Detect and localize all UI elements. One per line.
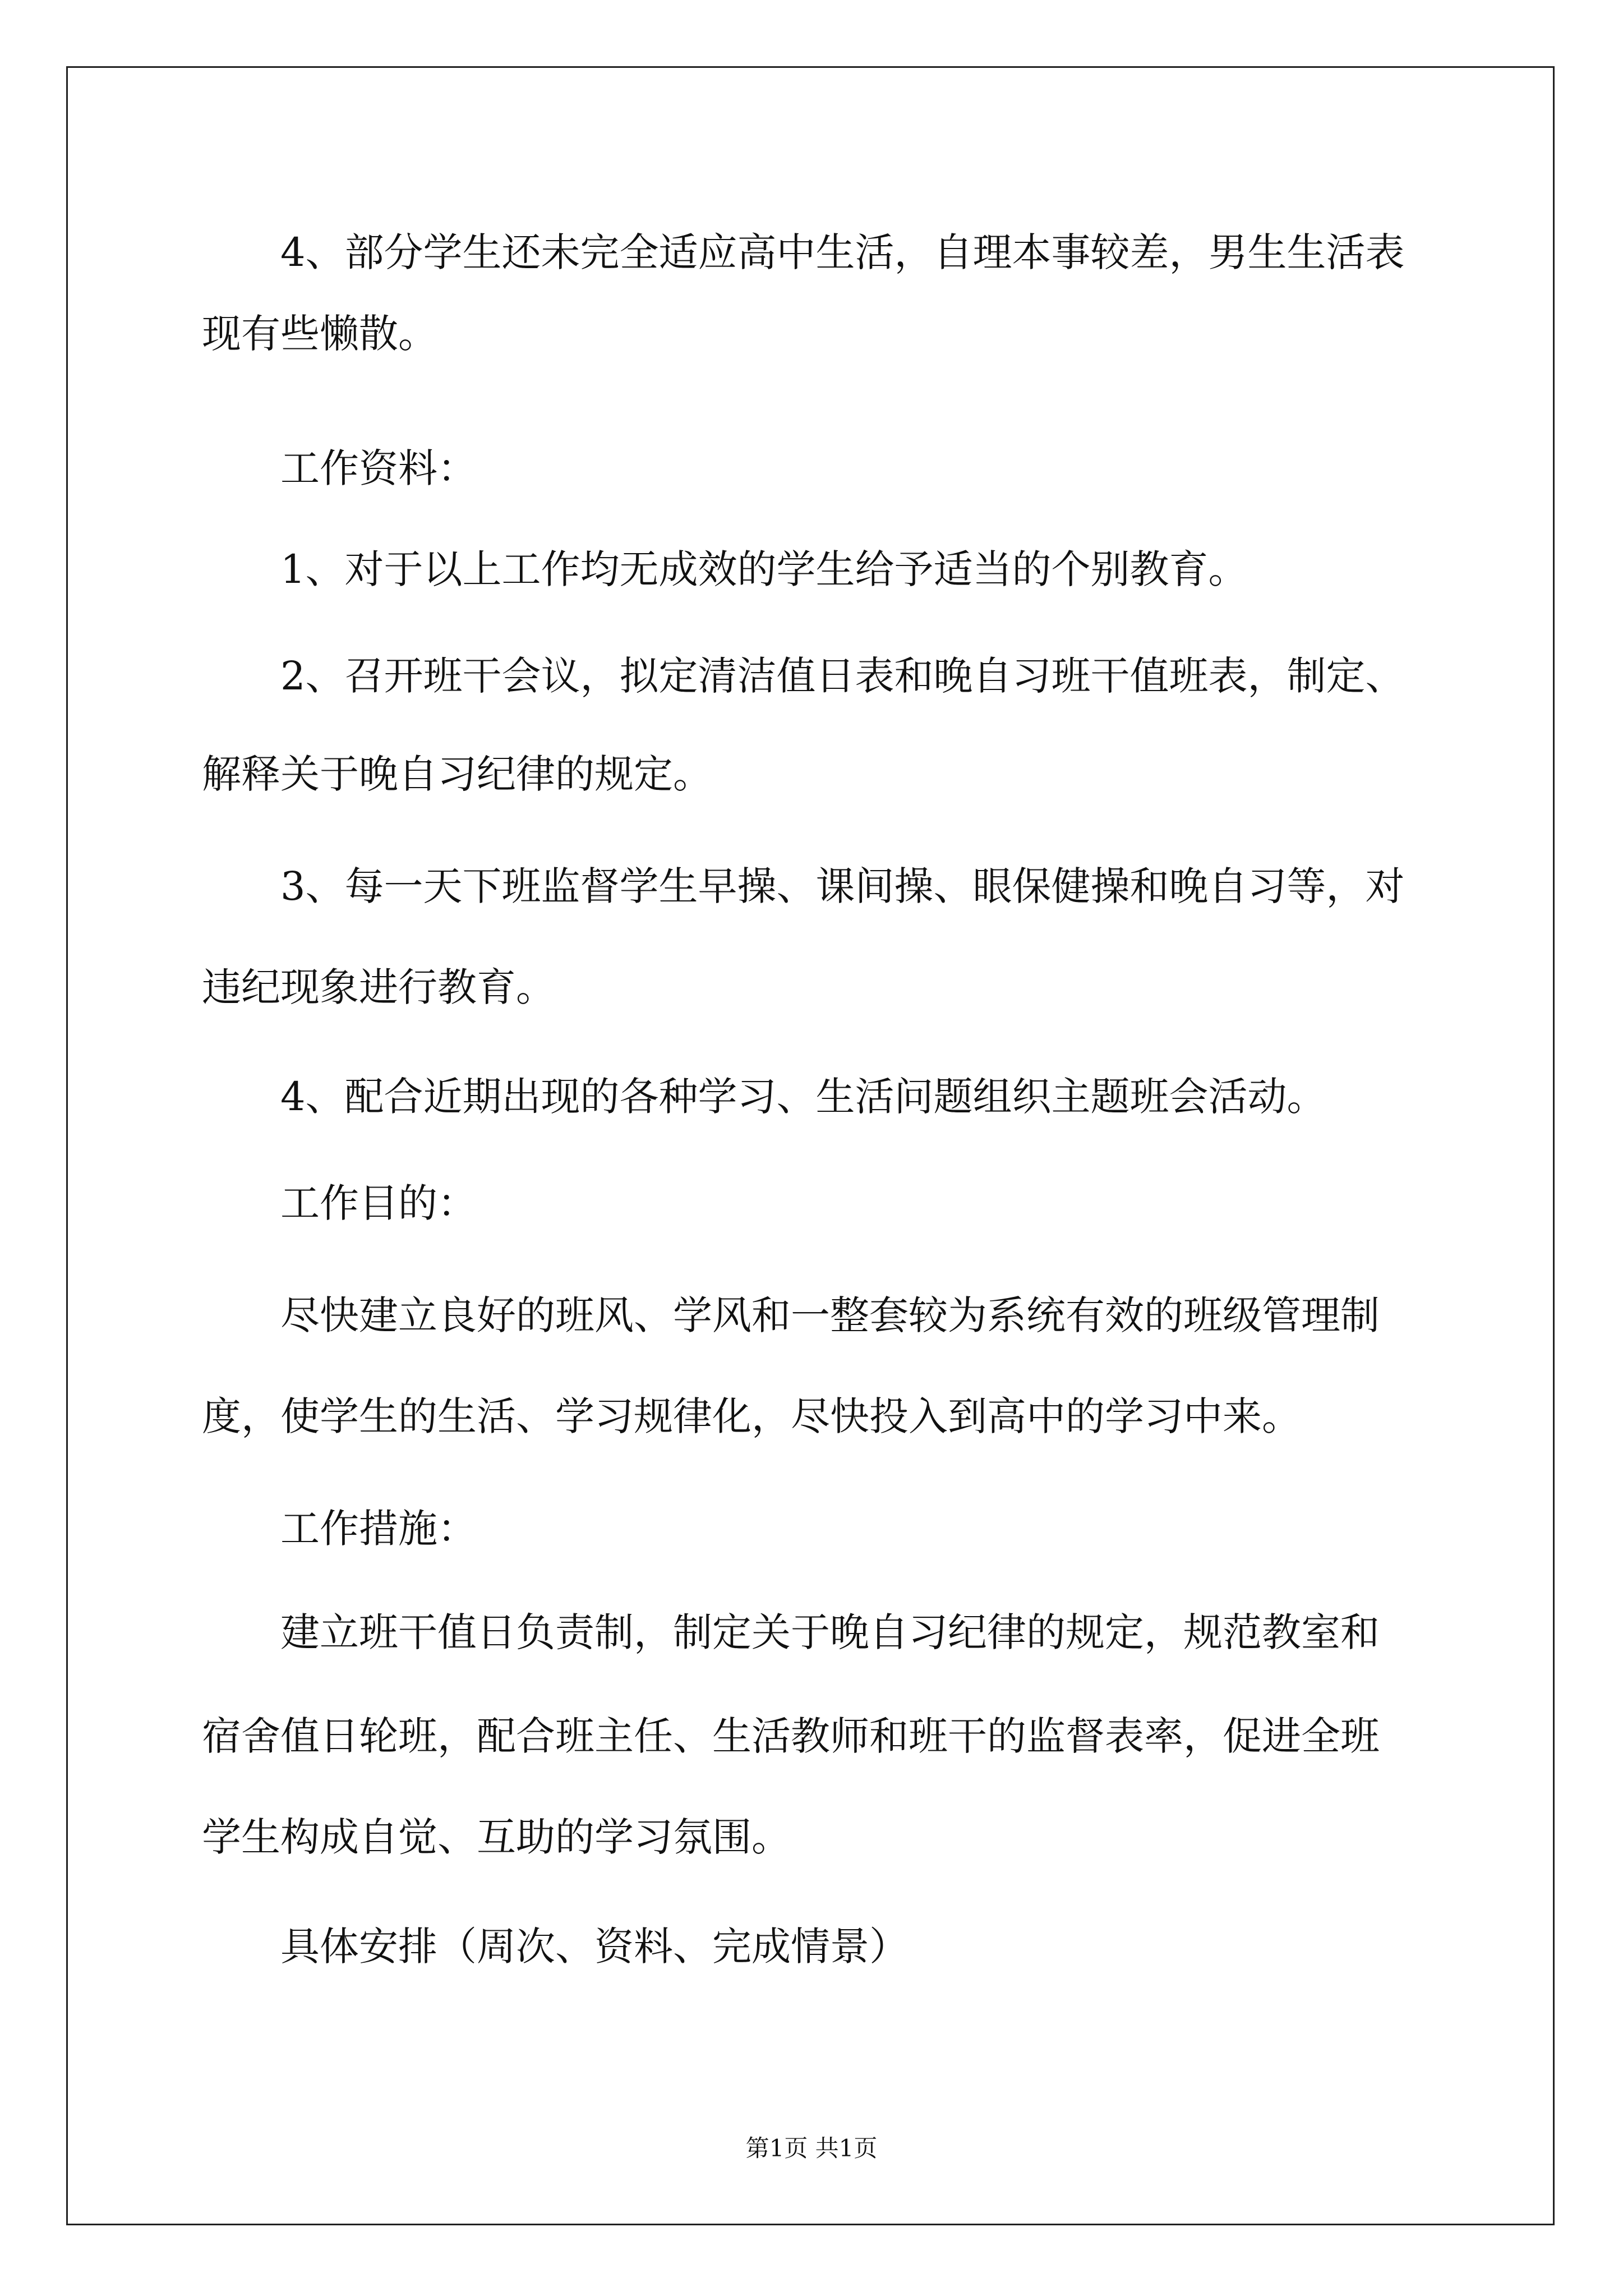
section-heading-work-goal: 工作目的：	[280, 1180, 477, 1226]
paragraph-line: 2、召开班干会议，拟定清洁值日表和晚自习班干值班表，制定、	[280, 653, 1405, 699]
paragraph-line: 度，使学生的生活、学习规律化，尽快投入到高中的学习中来。	[202, 1393, 1301, 1439]
page-border	[66, 66, 1555, 2225]
section-heading-schedule: 具体安排（周次、资料、完成情景）	[280, 1924, 909, 1970]
section-heading-work-content: 工作资料：	[280, 445, 477, 491]
paragraph-line: 宿舍值日轮班，配合班主任、生活教师和班干的监督表率，促进全班	[202, 1713, 1380, 1759]
paragraph-line: 违纪现象进行教育。	[202, 964, 555, 1010]
section-heading-work-measures: 工作措施：	[280, 1506, 477, 1552]
page-footer: 第1页 共1页	[745, 2134, 878, 2162]
paragraph-line: 学生构成自觉、互助的学习氛围。	[202, 1814, 791, 1860]
paragraph-line: 4、配合近期出现的各种学习、生活问题组织主题班会活动。	[280, 1074, 1326, 1120]
paragraph-line: 1、对于以上工作均无成效的学生给予适当的个别教育。	[280, 546, 1248, 592]
paragraph-line: 3、每一天下班监督学生早操、课间操、眼保健操和晚自习等，对	[280, 863, 1405, 909]
paragraph-line: 建立班干值日负责制，制定关于晚自习纪律的规定，规范教室和	[280, 1609, 1380, 1655]
paragraph-line: 尽快建立良好的班风、学风和一整套较为系统有效的班级管理制	[280, 1292, 1380, 1338]
paragraph-line: 现有些懒散。	[202, 311, 437, 357]
paragraph-line: 4、部分学生还未完全适应高中生活，自理本事较差，男生生活表	[280, 229, 1405, 275]
paragraph-line: 解释关于晚自习纪律的规定。	[202, 751, 712, 797]
